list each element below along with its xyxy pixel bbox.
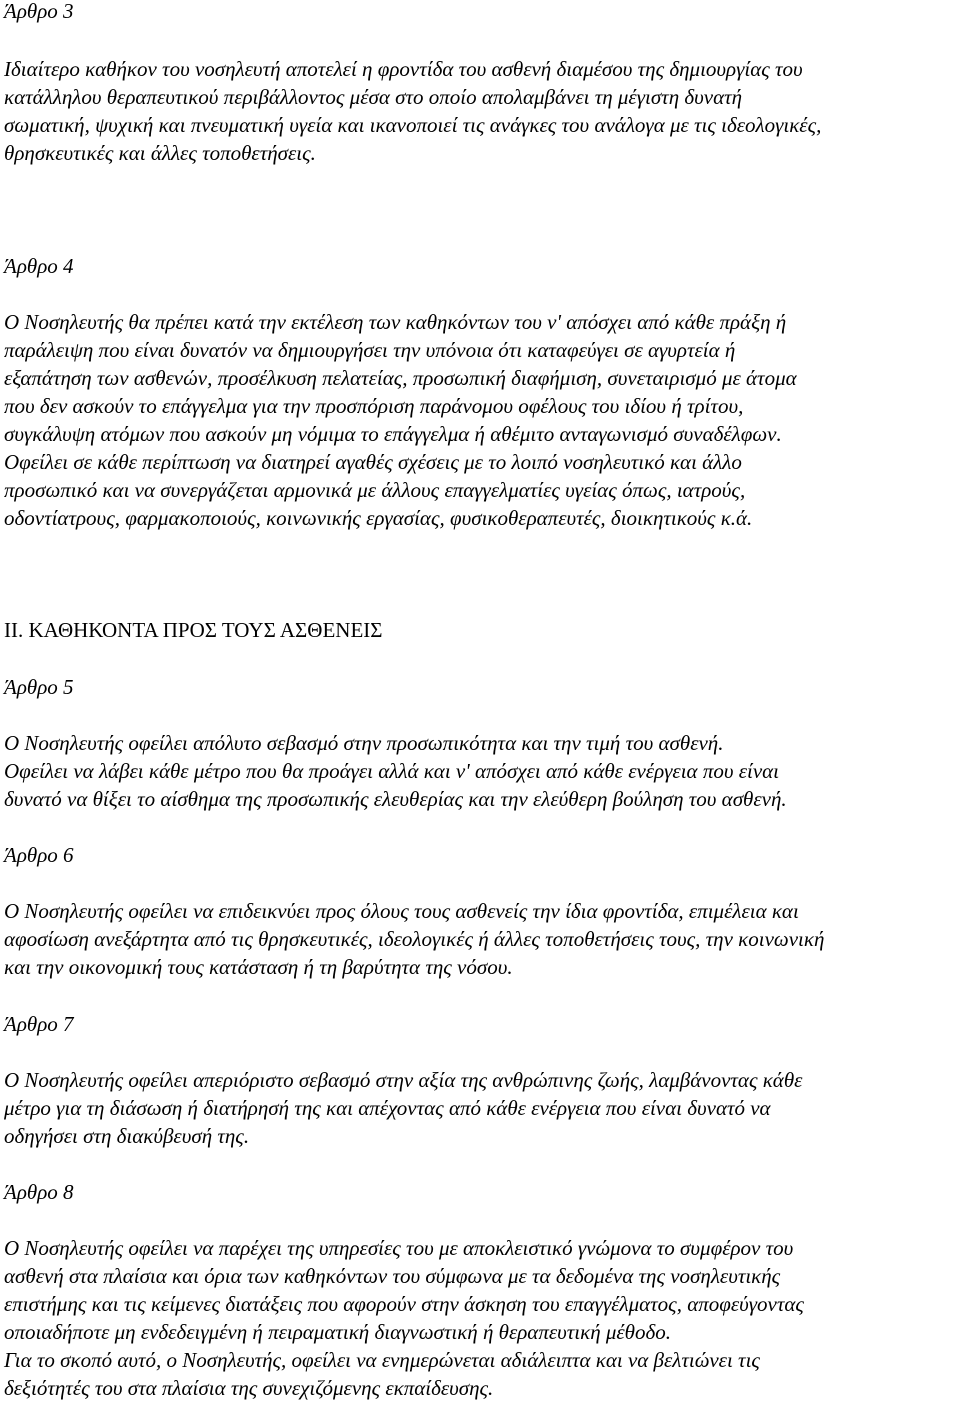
article-heading: Άρθρο 7 (4, 1012, 74, 1036)
paragraph-line: θρησκευτικές και άλλες τοποθετήσεις. (4, 141, 316, 165)
paragraph-line: Για το σκοπό αυτό, ο Νοσηλευτής, οφείλει να ενημερώνεται αδιάλειπτα και να βελτιώνει τις (4, 1348, 760, 1372)
article-heading: Άρθρο 8 (4, 1180, 74, 1204)
paragraph-line: Ο Νοσηλευτής οφείλει απεριόριστο σεβασμό στην αξία της ανθρώπινης ζωής, λαμβάνοντας κάθε (4, 1068, 803, 1092)
article-heading: Άρθρο 3 (4, 0, 74, 23)
paragraph-line: Ο Νοσηλευτής οφείλει απόλυτο σεβασμό στην προσωπικότητα και την τιμή του ασθενή. (4, 731, 724, 755)
paragraph-line: κατάλληλου θεραπευτικού περιβάλλοντος μέσα στο οποίο απολαμβάνει τη μέγιστη δυνατή (4, 85, 743, 109)
article-8-body (4, 1234, 956, 1402)
paragraph-line: Ο Νοσηλευτής θα πρέπει κατά την εκτέλεση των καθηκόντων του ν' απόσχει από κάθε πράξη ή (4, 310, 787, 334)
paragraph-line: οδηγήσει στη διακύβευσή της. (4, 1124, 250, 1148)
article-3-body (4, 55, 956, 167)
paragraph-line: οποιαδήποτε μη ενδεδειγμένη ή πειραματική διαγνωστική ή θεραπευτική μέθοδο. (4, 1320, 672, 1344)
paragraph-line: δυνατό να θίξει το αίσθημα της προσωπικής ελευθερίας και την ελεύθερη βούληση του ασθενή. (4, 787, 787, 811)
paragraph-line: Οφείλει σε κάθε περίπτωση να διατηρεί αγαθές σχέσεις με το λοιπό νοσηλευτικό και άλλο (4, 450, 742, 474)
paragraph-line: προσωπικό και να συνεργάζεται αρμονικά με άλλους επαγγελματίες υγείας όπως, ιατρούς, (4, 478, 746, 502)
paragraph-line: επιστήμης και τις κείμενες διατάξεις που αφορούν στην άσκηση του επαγγέλματος, αποφεύγοντας (4, 1292, 804, 1316)
section-heading: ΙΙ. ΚΑΘΗΚΟΝΤΑ ΠΡΟΣ ΤΟΥΣ ΑΣΘΕΝΕΙΣ (4, 618, 383, 642)
paragraph-line: μέτρο για τη διάσωση ή διατήρησή της και απέχοντας από κάθε ενέργεια που είναι δυνατό να (4, 1096, 771, 1120)
article-8-heading (4, 1178, 956, 1206)
article-heading: Άρθρο 6 (4, 843, 74, 867)
article-6-heading (4, 841, 956, 869)
article-6-body (4, 897, 956, 981)
article-4-body (4, 308, 956, 532)
paragraph-line: Ιδιαίτερο καθήκον του νοσηλευτή αποτελεί η φροντίδα του ασθενή διαμέσου της δημιουργίας του (4, 57, 803, 81)
paragraph-line: σωματική, ψυχική και πνευματική υγεία και ικανοποιεί τις ανάγκες του ανάλογα με τις ιδεολογικές, (4, 113, 822, 137)
article-4-heading (4, 252, 956, 280)
paragraph-line: συγκάλυψη ατόμων που ασκούν μη νόμιμα το επάγγελμα ή αθέμιτο ανταγωνισμό συναδέλφων. (4, 422, 782, 446)
paragraph-line: παράλειψη που είναι δυνατόν να δημιουργήσει την υπόνοια ότι καταφεύγει σε αγυρτεία ή (4, 338, 736, 362)
article-7-body (4, 1066, 956, 1150)
paragraph-line: Ο Νοσηλευτής οφείλει να επιδεικνύει προς όλους τους ασθενείς την ίδια φροντίδα, επιμέλεια και (4, 899, 799, 923)
paragraph-line: που δεν ασκούν το επάγγελμα για την προσπόριση παράνομου οφέλους του ιδίου ή τρίτου, (4, 394, 744, 418)
article-heading: Άρθρο 5 (4, 675, 74, 699)
paragraph-line: και την οικονομική τους κατάσταση ή τη βαρύτητα της νόσου. (4, 955, 513, 979)
paragraph-line: αφοσίωση ανεξάρτητα από τις θρησκευτικές, ιδεολογικές ή άλλες τοποθετήσεις τους, την κοινωνική (4, 927, 825, 951)
paragraph-line: Οφείλει να λάβει κάθε μέτρο που θα προάγει αλλά και ν' απόσχει από κάθε ενέργεια που είναι (4, 759, 780, 783)
paragraph-line: Ο Νοσηλευτής οφείλει να παρέχει της υπηρεσίες του με αποκλειστικό γνώμονα το συμφέρον του (4, 1236, 794, 1260)
part-2-heading (4, 616, 956, 644)
paragraph-line: οδοντίατρους, φαρμακοποιούς, κοινωνικής εργασίας, φυσικοθεραπευτές, διοικητικούς κ.ά. (4, 506, 753, 530)
article-5-body (4, 729, 956, 813)
article-5-heading (4, 673, 956, 701)
article-heading: Άρθρο 4 (4, 254, 74, 278)
article-7-heading (4, 1010, 956, 1038)
article-3-heading (4, 0, 956, 25)
paragraph-line: ασθενή στα πλαίσια και όρια των καθηκόντων του σύμφωνα με τα δεδομένα της νοσηλευτικής (4, 1264, 781, 1288)
paragraph-line: δεξιότητές του στα πλαίσια της συνεχιζόμενης εκπαίδευσης. (4, 1376, 494, 1400)
paragraph-line: εξαπάτηση των ασθενών, προσέλκυση πελατείας, προσωπική διαφήμιση, συνεταιρισμό με άτομα (4, 366, 797, 390)
